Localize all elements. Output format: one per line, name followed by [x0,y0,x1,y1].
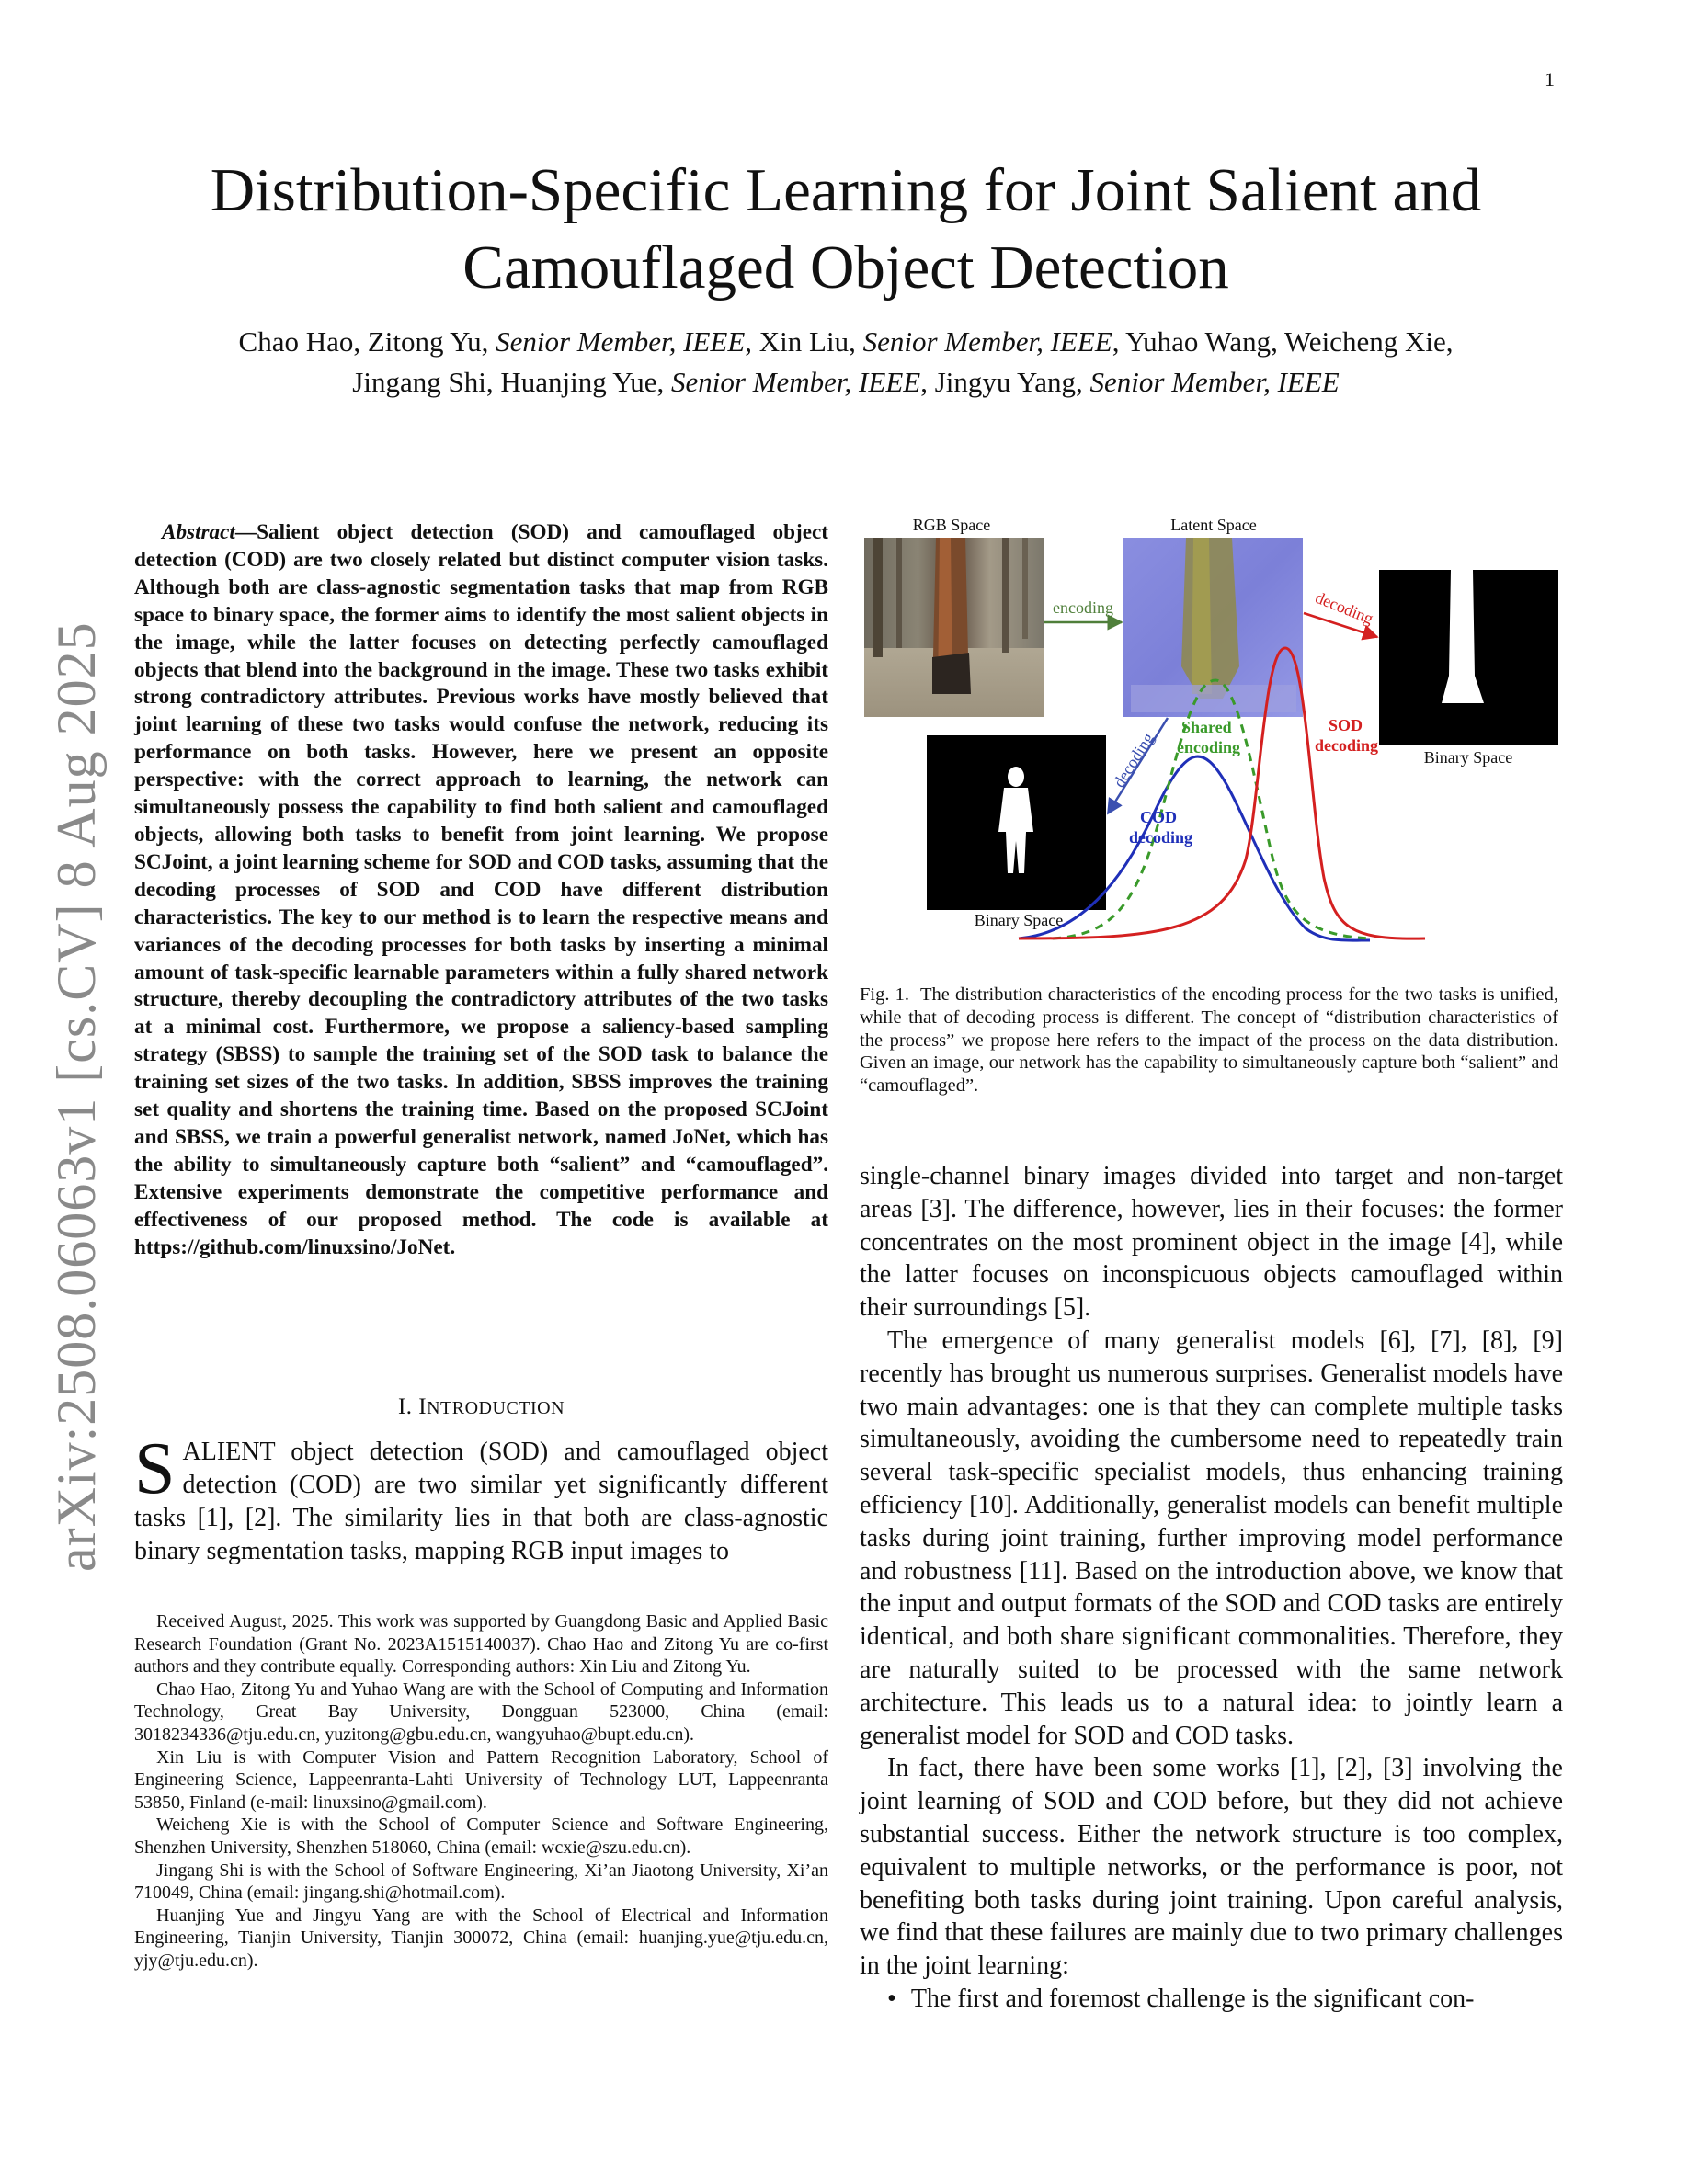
author-role: Senior Member, IEEE [1089,366,1340,398]
author-role: Senior Member, IEEE [671,366,921,398]
footnote: Weicheng Xie is with the School of Computer Science and Software Engineering, Shenzhen University, Shenzhen 518060, China (email: wcxie@szu.edu.cn). [134,1814,828,1858]
footnote: Jingang Shi is with the School of Software Engineering, Xi’an Jiaotong University, Xi’an 710049, China (email: jingang.shi@hotmail.com). [134,1860,828,1904]
binary-space-label-right: Binary Space [1423,748,1513,767]
abstract [134,519,828,1261]
abstract-text: Salient object detection (SOD) and camouflaged object detection (COD) are two closely related but distinct computer vision tasks. Although both are class-agnostic segmentation tasks that map from RGB space to binary space, the former aims to identify the most salient objects in the image, while the latter focuses on detecting perfectly camouflaged objects that blend into the background in the image. These two tasks exhibit strong contradictory attributes. Previous works have mostly believed that joint learning of these two tasks would confuse the network, reducing its performance on both tasks. However, here we present an opposite perspective: with the correct approach to learning, the network can simultaneously possess the capability to find both salient and camouflaged objects, allowing both tasks to benefit from joint learning. We propose SCJoint, a joint learning scheme for SOD and COD tasks, assuming that the decoding processes of SOD and COD have different distribution characteristics. The key to our method is to learn the respective means and variances of the decoding processes for both tasks by inserting a minimal amount of task-specific learnable parameters within a fully shared network structure, thereby decoupling the contradictory attributes of the two tasks at a minimal cost. Furthermore, we propose a saliency-based sampling strategy (SBSS) to sample the training set of the SOD task to balance the training set sizes of the two tasks. In addition, SBSS improves the training set quality and shortens the training time. Based on the proposed SCJoint and SBSS, we train a powerful generalist network, named JoNet, which has the ability to simultaneously capture both “salient” and “camouflaged”. Extensive experiments demonstrate the competitive performance and effectiveness of our proposed method. The code is available at https://github.com/linuxsino/JoNet. [134,520,828,1259]
body-paragraph: In fact, there have been some works [1], [2], [3] involving the joint learning of SOD and COD before, but they did not achieve substantial success. Either the network structure is too complex, equivalent to multiple networks, or the performance is poor, not benefiting both tasks during joint training. Upon careful analysis, we find that these failures are mainly due to two primary challenges in the joint learning: [860,1754,1563,1981]
figure-caption [860,984,1558,1098]
challenge-list [860,1983,1563,2016]
author-name: Huanjing Yue [500,366,657,398]
author-name: Jingyu Yang [934,366,1077,398]
cod-label-line2: decoding [1129,828,1193,847]
intro-paragraph [134,1428,828,1568]
footnotes [134,1610,828,1973]
intro-lead-word: ALIENT [182,1438,276,1466]
abstract-label: Abstract [162,520,235,544]
list-item: • The first and foremost challenge is the significant con- [887,1983,1563,2016]
figure-caption-label: Fig. 1. [860,984,910,1005]
decoding-label-sod: decoding [1312,587,1376,629]
author-name: Yuhao Wang [1125,325,1272,358]
section-title-rest: NTRODUCTION [427,1398,565,1418]
author-name: Zitong Yu [367,325,482,358]
abstract-dash: — [234,520,257,544]
cod-label-line1: COD [1140,808,1177,826]
section-heading-introduction [134,1394,828,1420]
binary-image-sod [1379,570,1558,745]
binary-image-cod [927,735,1106,910]
shared-encoding-label [1177,718,1240,756]
author-name: Xin Liu [758,325,850,358]
figure-1 [855,510,1563,951]
section-numeral: I. [397,1394,413,1419]
drop-cap: S [134,1428,176,1509]
latent-image [1123,538,1303,717]
footnote: Xin Liu is with Computer Vision and Pattern Recognition Laboratory, School of Engineering Science, Lappeenranta-Lahti University of Technology LUT, Lappeenranta 53850, Finland (e-mail: linuxsino@gmail.com). [134,1746,828,1813]
author-name: Weicheng Xie [1284,325,1446,358]
body-paragraph: single-channel binary images divided into target and non-target areas [3]. The difference, however, lies in their focuses: the former concentrates on the most prominent object in the image [4], while the latter focuses on inconspicuous objects camouflaged within their surroundings [5]. [860,1162,1563,1323]
paper-title: Distribution-Specific Learning for Joint Salient and Camouflaged Object Detection [210,156,1482,301]
sod-decoding-label [1315,716,1378,755]
author-role: Senior Member, IEEE [496,325,746,358]
rgb-image [864,538,1044,717]
shared-label-line1: Shared [1181,718,1232,736]
encoding-label: encoding [1053,598,1113,617]
footnote: Received August, 2025. This work was supported by Guangdong Basic and Applied Basic Research Foundation (Grant No. 2023A1515140037). Chao Hao and Zitong Yu are co-first authors and they contribute equally. Corresponding authors: Xin Liu and Zitong Yu. [134,1611,828,1678]
decoding-label-cod: decoding [1109,729,1158,791]
shared-label-line2: encoding [1177,738,1241,756]
cod-decoding-label [1129,808,1192,847]
body-paragraph: The emergence of many generalist models [6], [7], [8], [9] recently has brought us numerous surprises. Generalist models have two main advantages: one is that they can complete multiple tasks simultaneously, avoiding the cumbersome need to repeatedly train several task-specific specialist models, thus enhancing training efficiency [10]. Additionally, generalist models can benefit multiple tasks during joint training, further improving model performance and robustness [11]. Based on the introduction above, we know that the input and output formats of the SOD and COD tasks are entirely identical, and both share significant commonalities. Therefore, they are naturally suited to be processed with the same network architecture. This leads us to a natural idea: to jointly learn a generalist model for SOD and COD tasks. [860,1325,1563,1750]
author-name: Chao Hao [238,325,354,358]
author-name: Jingang Shi [352,366,486,398]
arxiv-identifier: arXiv:2508.06063v1 [cs.CV] 8 Aug 2025 [46,621,107,1572]
latent-space-label: Latent Space [1170,516,1257,534]
right-column-body [860,1160,1563,2016]
rgb-space-label: RGB Space [912,516,991,534]
sod-label-line2: decoding [1315,736,1379,755]
intro-text: object detection (SOD) and camouflaged object detection (COD) are two similar yet significantly different tasks [1], [2]. The similarity lies in that both are class-agnostic binary segmentation tasks, mapping RGB input images to [134,1438,828,1565]
binary-space-label-left: Binary Space [974,911,1064,929]
sod-label-line1: SOD [1329,716,1363,734]
author-list: Chao Hao, Zitong Yu, Senior Member, IEEE, Xin Liu, Senior Member, IEEE, Yuhao Wang, Weicheng Xie, Jingang Shi, Huanjing Yue, Senior Member, IEEE, Jingyu Yang, Senior Member, IEEE [238,325,1454,398]
figure-caption-text: The distribution characteristics of the encoding process for the two tasks is unified, while that of decoding process is different. The concept of “distribution characteristics of the process” we propose here refers to the impact of the process on the data distribution. Given an image, our network has the capability to simultaneously capture both “salient” and “camouflaged”. [860,984,1558,1097]
footnote: Chao Hao, Zitong Yu and Yuhao Wang are with the School of Computing and Information Technology, Great Bay University, Dongguan 523000, China (email: 3018234336@tju.edu.cn, yuzitong@gbu.edu.cn, wangyuhao@bupt.edu.cn). [134,1678,828,1745]
page-number: 1 [1545,68,1555,91]
section-title-initial: I [418,1394,428,1419]
author-role: Senior Member, IEEE [862,325,1112,358]
footnote: Huanjing Yue and Jingyu Yang are with the School of Electrical and Information Engineering, Tianjin University, Tianjin 300072, China (email: huanjing.yue@tju.edu.cn, yjy@tju.edu.cn). [134,1905,828,1971]
